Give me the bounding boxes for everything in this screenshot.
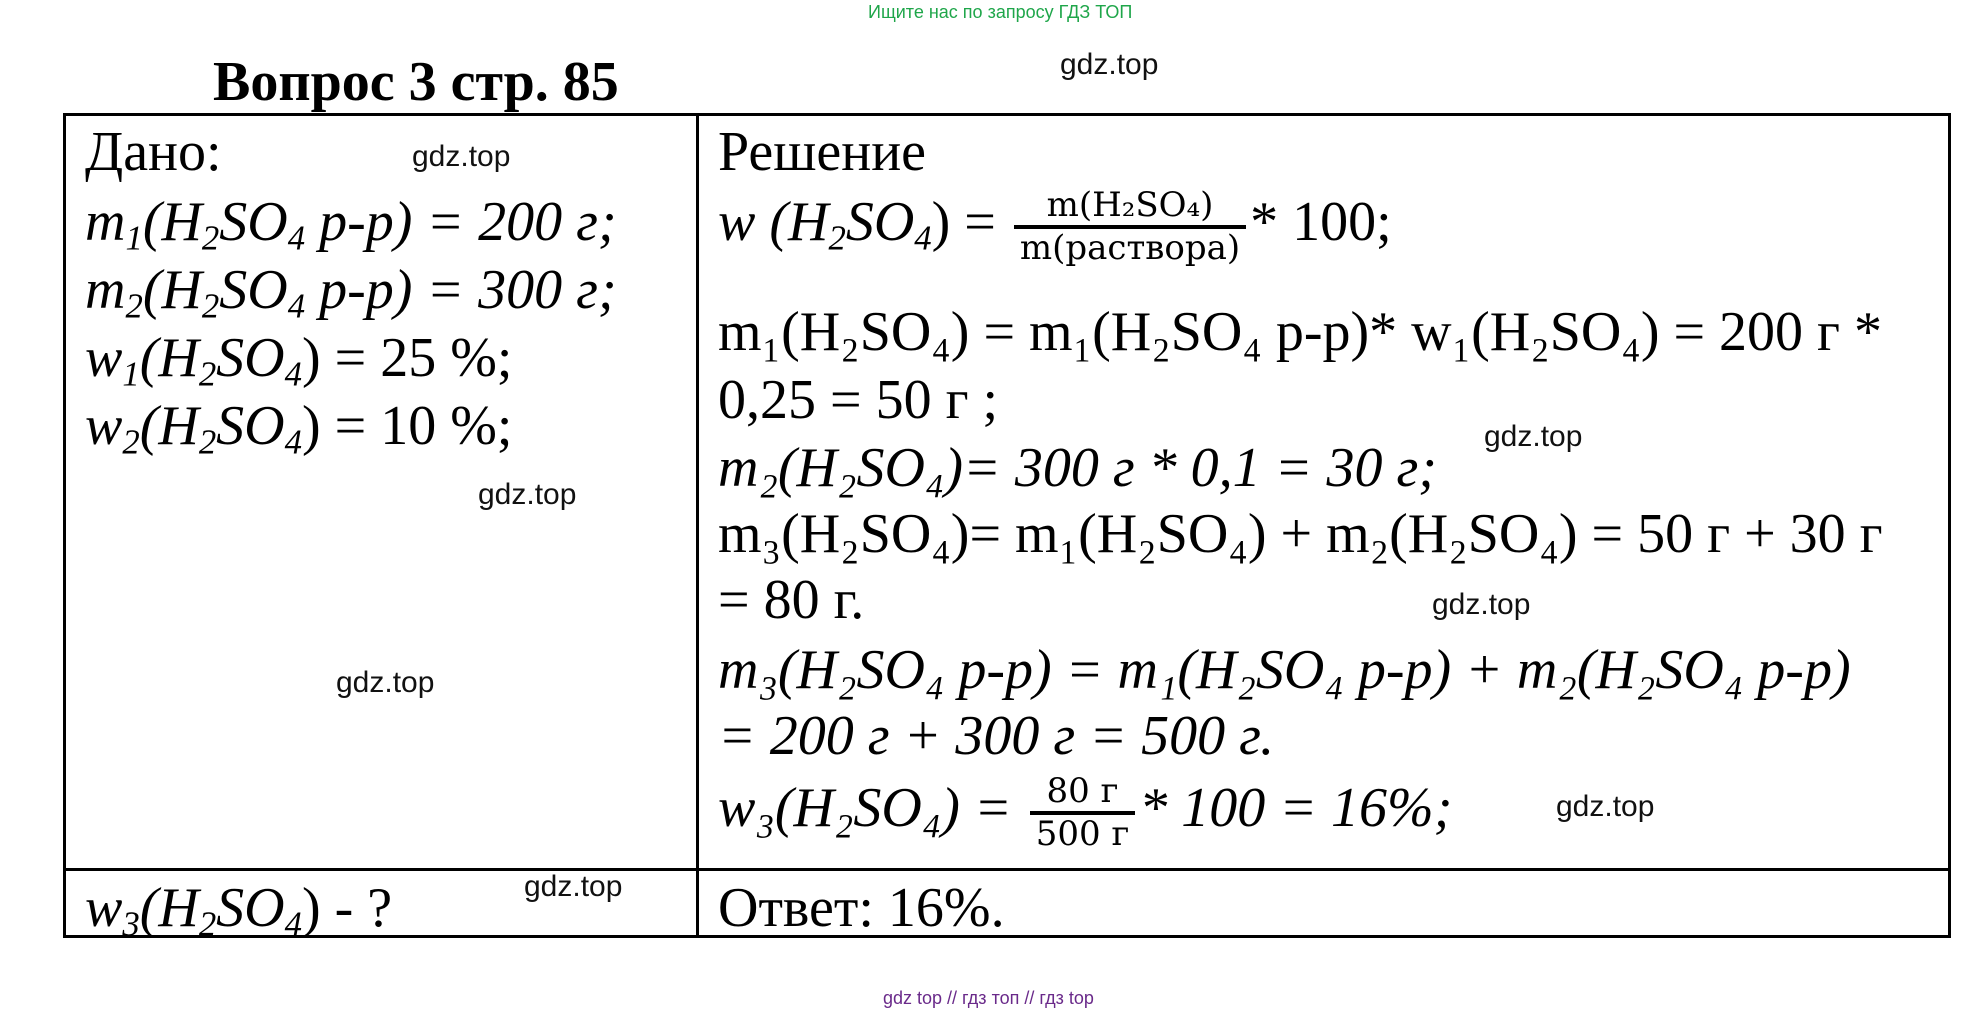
- find-line: $w_3(H_2SO_4)$ - ?: [85, 877, 393, 944]
- solution-line-4a: m₃(H₂SO₄)= m₁(H₂SO₄) + m₂(H₂SO₄) = 50 г + 30 г: [718, 503, 1883, 565]
- solution-heading: Решение: [718, 121, 927, 183]
- solution-line-4b: = 80 г.: [718, 569, 865, 631]
- given-line-4: $w_2(H_2SO_4) = 10$ %;: [85, 395, 513, 462]
- solution-line-3: m₂(H₂SO₄)= 300 г * 0,1 = 30 г;: [718, 437, 1437, 499]
- column-divider: [696, 113, 699, 938]
- watermark: gdz.top: [478, 478, 577, 511]
- bottom-links[interactable]: gdz top // гдз топ // гдз top: [883, 988, 1094, 1008]
- watermark: gdz.top: [412, 140, 511, 173]
- formula-line: w $(H_2SO_4)$ = $\frac{\text{m(H₂SO₄)}}{\text{m(раствора)}}$ * 100;: [718, 185, 1392, 269]
- top-search-hint[interactable]: Ищите нас по запросу ГДЗ ТОП: [868, 2, 1133, 22]
- watermark: gdz.top: [524, 870, 623, 903]
- answer-line: Ответ: 16%.: [718, 877, 1005, 939]
- watermark: gdz.top: [1060, 48, 1159, 81]
- solution-line-5a: m₃(H₂SO₄ р-р) = m₁(H₂SO₄ р-р) + m₂(H₂SO₄ р-р): [718, 639, 1851, 701]
- solution-line-2b: 0,25 = 50 г ;: [718, 369, 999, 431]
- given-line-2: $m_2(H_2SO_4$ р-р) = 300 г;: [85, 259, 617, 326]
- final-fraction: $\frac{80 г}{500 г}$: [1030, 772, 1136, 854]
- watermark: gdz.top: [1432, 588, 1531, 621]
- given-line-3: $w_1(H_2SO_4) = 25$ %;: [85, 327, 513, 394]
- formula-fraction: $\frac{\text{m(H₂SO₄)}}{\text{m(раствора)}}$: [1014, 186, 1246, 268]
- watermark: gdz.top: [1556, 790, 1655, 823]
- final-line: w₃(H₂SO₄) = $\frac{80 г}{500 г}$ * 100 = 16%;: [718, 771, 1453, 855]
- given-line-1: $m_1(H_2SO_4$ р-р) = 200 г;: [85, 191, 617, 258]
- watermark: gdz.top: [336, 666, 435, 699]
- watermark: gdz.top: [1484, 420, 1583, 453]
- solution-line-2a: m₁(H₂SO₄) = m₁(H₂SO₄ р-р)* w₁(H₂SO₄) = 200 г *: [718, 301, 1883, 363]
- solution-line-5b: = 200 г + 300 г = 500 г.: [718, 705, 1275, 767]
- row-divider: [63, 868, 1951, 871]
- page-title: Вопрос 3 стр. 85: [213, 51, 619, 113]
- given-heading: Дано:: [85, 121, 222, 183]
